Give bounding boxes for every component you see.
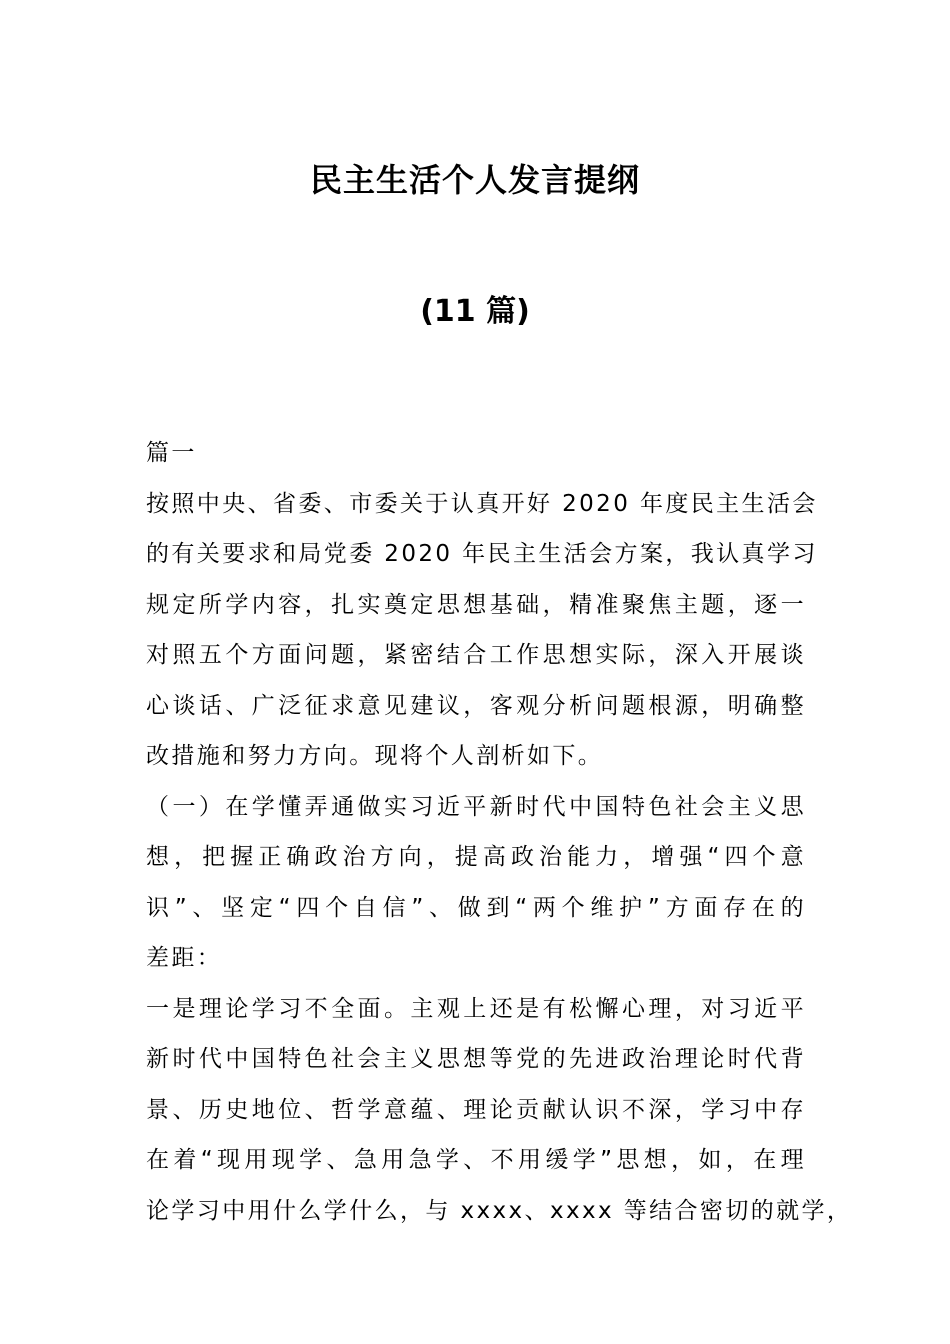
paragraph-line: 对照五个方面问题，紧密结合工作思想实际，深入开展谈 (146, 642, 806, 668)
paragraph-line: 心谈话、广泛征求意见建议，客观分析问题根源，明确整 (146, 692, 806, 719)
paragraph-line: 规定所学内容，扎实奠定思想基础，精准聚焦主题，逐一 (146, 591, 806, 618)
paragraph-line: 按照中央、省委、市委关于认真开好 2020 年度民主生活会 (146, 490, 818, 517)
paragraph-line: 一是理论学习不全面。主观上还是有松懈心理，对习近平 (146, 995, 806, 1022)
document-subtitle: (11 篇) (420, 294, 530, 329)
paragraph-line: 差距： (146, 945, 223, 971)
paragraph-line: （一）在学懂弄通做实习近平新时代中国特色社会主义思 (146, 793, 806, 820)
paragraph-line: 识”、坚定“四个自信”、做到“两个维护”方面存在的 (146, 894, 806, 921)
paragraph-line: 新时代中国特色社会主义思想等党的先进政治理论时代背 (146, 1046, 806, 1072)
paragraph-line: 景、历史地位、哲学意蕴、理论贡献认识不深，学习中存 (146, 1096, 806, 1123)
document-title: 民主生活个人发言提纲 (309, 161, 640, 199)
paragraph-line: 的有关要求和局党委 2020 年民主生活会方案，我认真学习 (146, 541, 818, 567)
paragraph-line: 改措施和努力方向。现将个人剖析如下。 (146, 743, 604, 769)
paragraph-line: 论学习中用什么学什么，与 xxxx、xxxx 等结合密切的就学， (146, 1197, 853, 1224)
section-heading: 篇一 (146, 440, 197, 466)
paragraph-line: 在着“现用现学、急用急学、不用缓学”思想，如，在理 (146, 1147, 806, 1173)
paragraph-line: 想，把握正确政治方向，提高政治能力，增强“四个意 (146, 844, 806, 870)
document-body (146, 428, 853, 1236)
